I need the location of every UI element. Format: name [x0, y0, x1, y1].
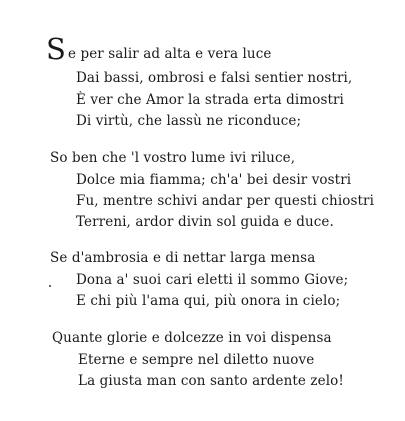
poem-line: Terreni, ardor divin sol guida e duce. — [76, 214, 334, 230]
margin-mark — [49, 285, 51, 287]
poem-line: Dai bassi, ombrosi e falsi sentier nostri, — [76, 70, 353, 86]
poem-line: e per salir ad alta e vera luce — [68, 46, 272, 62]
poem-line: Fu, mentre schivi andar per questi chiostri — [76, 193, 374, 209]
poem-line: So ben che 'l vostro lume ivi riluce, — [50, 150, 296, 166]
drop-cap: S — [46, 32, 66, 66]
poem-line: Eterne e sempre nel diletto nuove — [78, 352, 315, 368]
poem-line: Se d'ambrosia e di nettar larga mensa — [50, 250, 316, 266]
poem-line: La giusta man con santo ardente zelo! — [78, 373, 344, 389]
poem-line: Dolce mia fiamma; ch'a' bei desir vostri — [76, 172, 352, 188]
poem-line: Di virtù, che lassù ne riconduce; — [76, 113, 302, 129]
poem-line: Quante glorie e dolcezze in voi dispensa — [52, 330, 332, 346]
poem-line: Dona a' suoi cari eletti il sommo Giove; — [76, 272, 349, 288]
poem-line: È ver che Amor la strada erta dimostri — [76, 92, 344, 108]
poem-line: E chi più l'ama qui, più onora in cielo; — [76, 293, 341, 309]
